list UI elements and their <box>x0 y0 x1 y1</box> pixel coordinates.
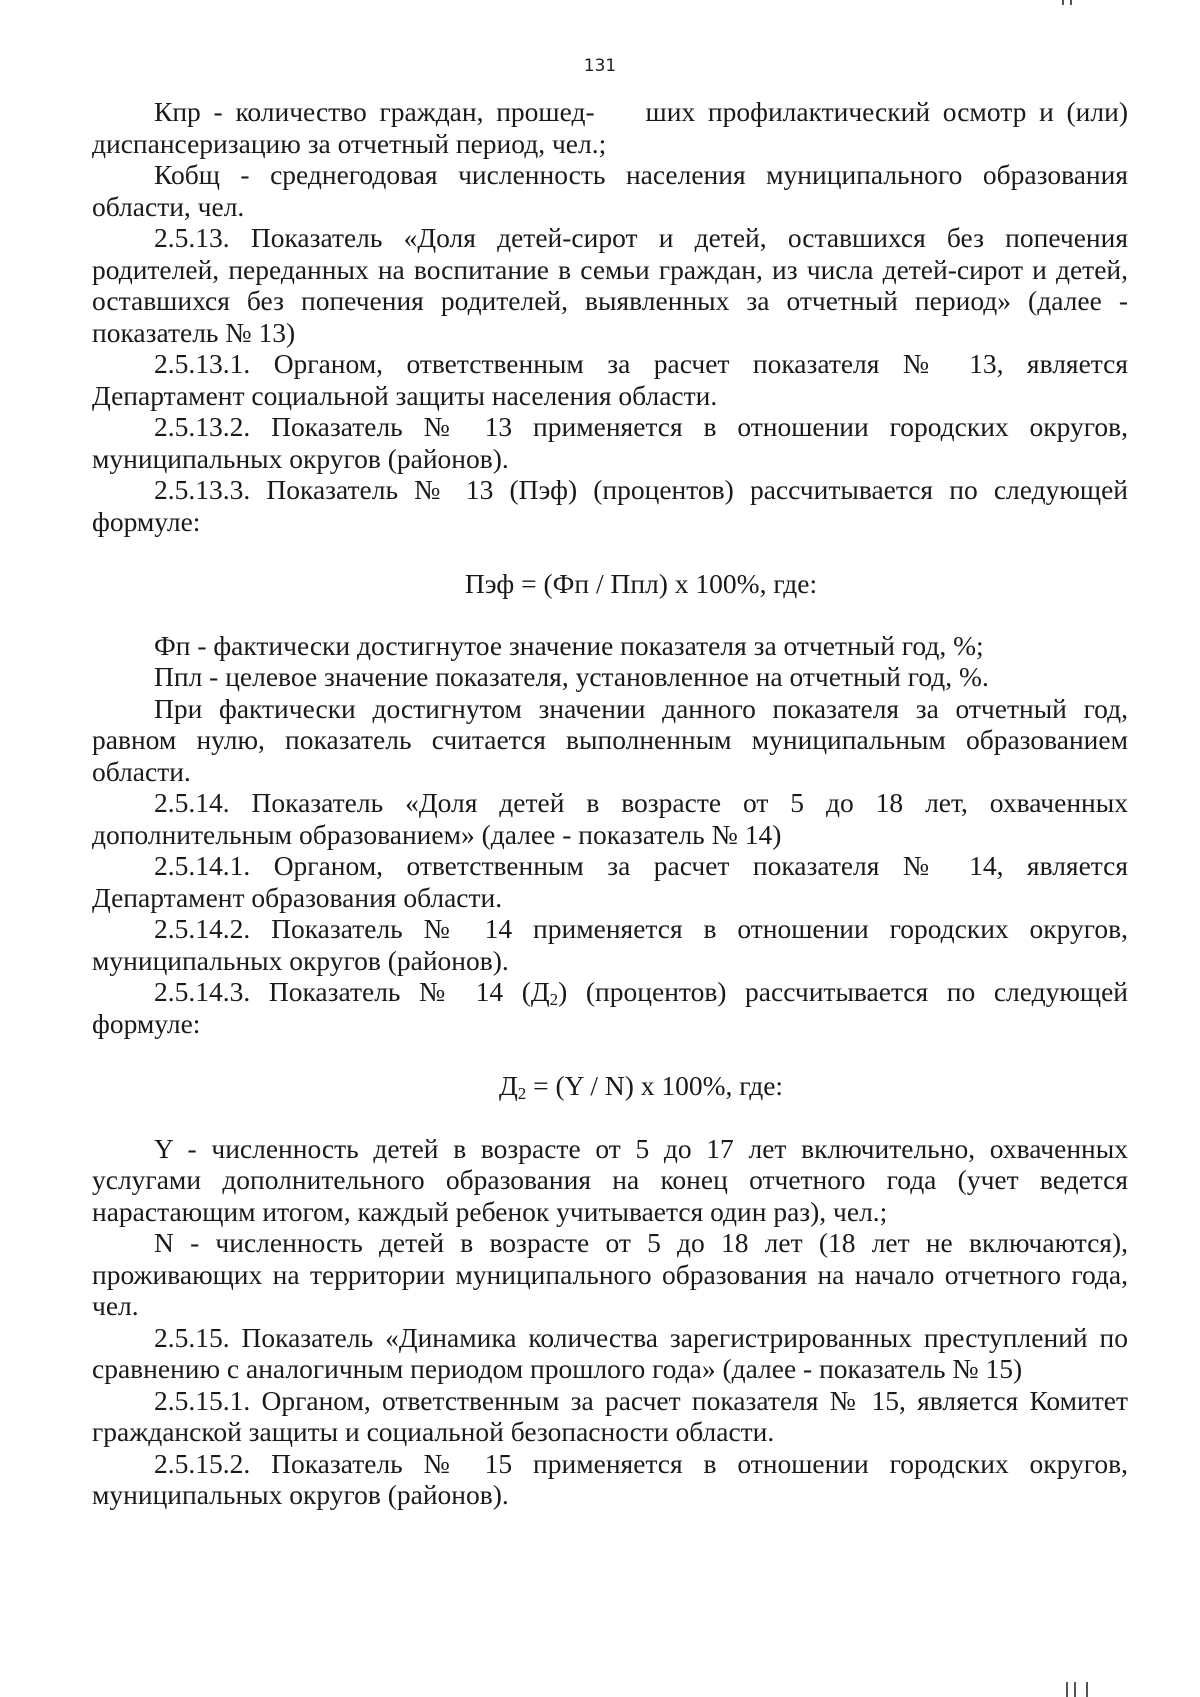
paragraph-2-5-13-2: 2.5.13.2. Показатель № 13 применяется в отношении городских округов, муниципальных округов (районов). <box>92 411 1128 474</box>
formula-pef: Пэф = (Фп / Ппл) х 100%, где: <box>464 568 818 599</box>
paragraph-2-5-15: 2.5.15. Показатель «Динамика количества зарегистрированных преступлений по сравнению с аналогичным периодом прошлого года» (далее - показатель № 15) <box>92 1321 1128 1384</box>
paragraph-kpr-definition: Кпр - количество граждан, прошед- ших профилактический осмотр и (или) диспансеризацию за отчетный период, чел.; <box>92 96 1135 159</box>
paragraph-fp-definition: Фп - фактически достигнутое значение показателя за отчетный год, %; <box>154 629 984 661</box>
formula-d2-expression: = (Y / N) х 100%, где: <box>526 1070 784 1101</box>
scan-artifact-bottom-right <box>1066 1682 1068 1697</box>
paragraph-y-definition: Y - численность детей в возрасте от 5 до 17 лет включительно, охваченных услугами дополнительного образования на конец отчетного года (учет ведется нарастающим итогом, каждый ребенок учитывается один раз), чел.; <box>92 1132 1128 1227</box>
paragraph-ppl-definition: Ппл - целевое значение показателя, установленное на отчетный год, %. <box>154 661 989 692</box>
subscript-2: 2 <box>549 990 559 1009</box>
paragraph-2-5-14-2: 2.5.14.2. Показатель № 14 применяется в отношении городских округов, муниципальных округов (районов). <box>92 913 1128 976</box>
scan-artifact-top-right <box>1062 0 1064 5</box>
formula-d2-symbol: Д <box>498 1070 518 1101</box>
paragraph-2-5-14-3 <box>92 976 1128 1039</box>
paragraph-2-5-14-3-text-end: ) (процентов) рассчитывается по следующей формуле: <box>92 976 1128 1039</box>
paragraph-n-definition: N - численность детей в возрасте от 5 до 18 лет (18 лет не включаются), проживающих на территории муниципального образования на начало отчетного года, чел. <box>92 1227 1128 1321</box>
scan-artifact-top-right-2 <box>1070 0 1072 5</box>
scan-artifact-bottom-right-3 <box>1086 1682 1088 1697</box>
paragraph-2-5-14-1: 2.5.14.1. Органом, ответственным за расчет показателя № 14, является Департамент образования области. <box>92 850 1128 913</box>
page-number: 131 <box>583 56 617 76</box>
formula-d2-subscript: 2 <box>517 1084 527 1103</box>
paragraph-2-5-15-2: 2.5.15.2. Показатель № 15 применяется в отношении городских округов, муниципальных округов (районов). <box>92 1447 1128 1510</box>
paragraph-zero-value-note: При фактически достигнутом значении данного показателя за отчетный год, равном нулю, показатель считается выполненным муниципальным образованием области. <box>92 692 1128 787</box>
formula-d2 <box>92 1070 1128 1102</box>
paragraph-kobsch-definition: Кобщ - среднегодовая численность населения муниципального образования области, чел. <box>92 159 1128 222</box>
paragraph-2-5-14: 2.5.14. Показатель «Доля детей в возрасте от 5 до 18 лет, охваченных дополнительным образованием» (далее - показатель № 14) <box>92 787 1128 850</box>
paragraph-2-5-14-3-text-start: 2.5.14.3. Показатель № 14 (Д <box>154 976 550 1007</box>
document-body <box>92 96 1135 1511</box>
paragraph-2-5-13-3: 2.5.13.3. Показатель № 13 (Пэф) (процентов) рассчитывается по следующей формуле: <box>92 474 1128 537</box>
paragraph-2-5-13-1: 2.5.13.1. Органом, ответственным за расчет показателя № 13, является Департамент социальной защиты населения области. <box>92 348 1128 411</box>
paragraph-2-5-13: 2.5.13. Показатель «Доля детей-сирот и детей, оставшихся без попечения родителей, переданных на воспитание в семьи граждан, из числа детей-сирот и детей, оставшихся без попечения родителей, выявленных за отчетный период» (далее - показатель № 13) <box>92 222 1128 348</box>
scan-artifact-bottom-right-2 <box>1074 1682 1076 1697</box>
paragraph-2-5-15-1: 2.5.15.1. Органом, ответственным за расчет показателя № 15, является Комитет гражданской защиты и социальной безопасности области. <box>92 1384 1128 1447</box>
